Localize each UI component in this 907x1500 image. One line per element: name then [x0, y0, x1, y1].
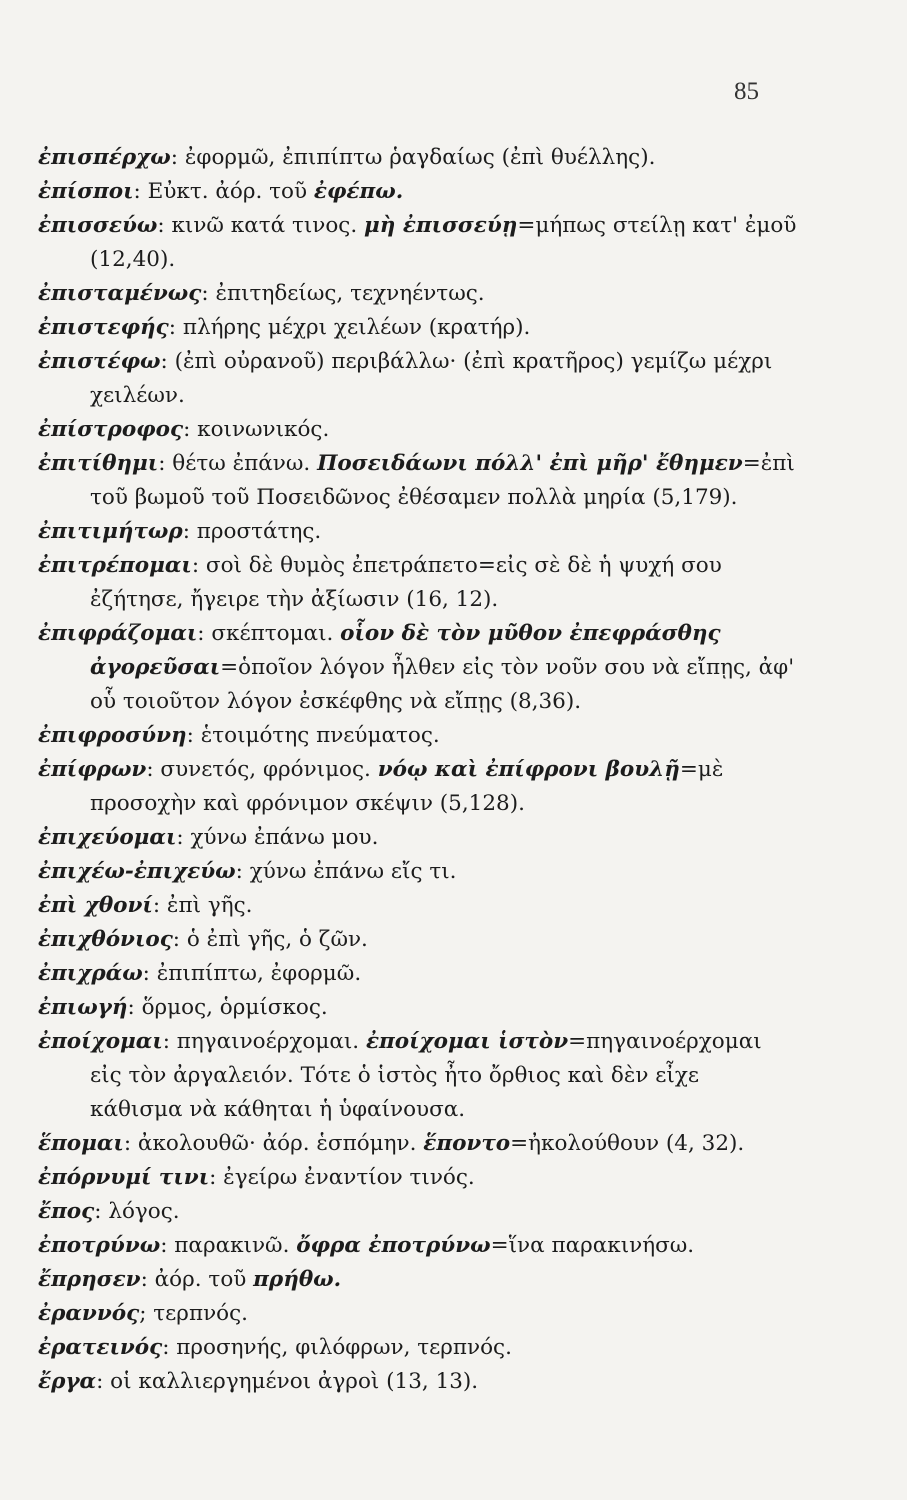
entry-definition: : ἐπιπίπτω, ἐφορμῶ. — [142, 961, 362, 986]
dictionary-entry — [38, 957, 798, 991]
entry-headword: ἐπιφροσύνη — [38, 723, 187, 748]
entry-headword: ἐπισσεύω — [38, 213, 158, 238]
dictionary-entry — [38, 209, 798, 277]
page-number: 85 — [734, 78, 759, 105]
entry-headword: ἐπιστέφω — [38, 349, 161, 374]
dictionary-entry — [38, 1161, 798, 1195]
entry-quotation: Ποσειδάωνι πόλλ' ἐπὶ μῆρ' ἔθημεν — [317, 451, 743, 476]
entry-definition: : προσηνής, φιλόφρων, τερπνός. — [162, 1335, 512, 1360]
entry-definition: : συνετός, φρόνιμος. — [146, 757, 378, 782]
entry-definition: : ἐπιτηδείως, τεχνηέντως. — [201, 281, 485, 306]
entry-definition: : ἐπὶ γῆς. — [152, 893, 253, 918]
entry-definition: : ὅρμος, ὁρμίσκος. — [127, 995, 328, 1020]
dictionary-entry — [38, 923, 798, 957]
entry-definition: : ὁ ἐπὶ γῆς, ὁ ζῶν. — [172, 927, 368, 952]
entry-headword: ἐπίσποι — [38, 179, 134, 204]
entry-definition: =ἐπὶ τοῦ βωμοῦ τοῦ Ποσειδῶνος ἐθέσαμεν πολλὰ μηρία (5,179). — [90, 451, 795, 510]
dictionary-entry — [38, 719, 798, 753]
entry-headword: ἐπιχέω-ἐπιχεύω — [38, 859, 236, 884]
entry-definition: : πηγαινοέρχομαι. — [162, 1029, 366, 1054]
entry-headword: ἐραννός — [38, 1301, 140, 1326]
dictionary-entry — [38, 753, 798, 821]
entry-headword: ἐπιτίθημι — [38, 451, 159, 476]
entry-definition: : χύνω ἐπάνω μου. — [176, 825, 379, 850]
entry-headword: ἔπρησεν — [38, 1267, 141, 1292]
entry-quotation: ἐφέπω. — [313, 179, 404, 204]
entry-headword: ἐπισπέρχω — [38, 145, 171, 170]
dictionary-entry — [38, 1025, 798, 1127]
entry-definition: : προστάτης. — [182, 519, 322, 544]
dictionary-entry — [38, 1229, 798, 1263]
entry-headword: ἐπόρνυμί τινι — [38, 1165, 210, 1190]
dictionary-entry — [38, 175, 798, 209]
entry-definition: =ὁποῖον λόγον ἦλθεν εἰς τὸν νοῦν σου νὰ εἴπῃς, ἀφ' οὗ τοιοῦτον λόγον ἐσκέφθης νὰ εἴπῃς (8,36). — [90, 655, 795, 714]
entry-definition: : ἑτοιμότης πνεύματος. — [186, 723, 440, 748]
entry-definition: : (ἐπὶ οὐρανοῦ) περιβάλλω· (ἐπὶ κρατῆρος) γεμίζω μέχρι χειλέων. — [90, 349, 773, 408]
entry-headword: ἐπιφράζομαι — [38, 621, 198, 646]
dictionary-entry — [38, 549, 798, 617]
entry-definition: =πηγαινοέρχομαι εἰς τὸν ἀργαλειόν. Τότε ὁ ἱστὸς ἦτο ὄρθιος καὶ δὲν εἶχε κάθισμα νὰ κάθηται ἡ ὑφαίνουσα. — [90, 1029, 762, 1122]
dictionary-entry — [38, 1365, 798, 1399]
dictionary-entry — [38, 1195, 798, 1229]
entry-headword: ἕπομαι — [38, 1131, 124, 1156]
dictionary-entry — [38, 855, 798, 889]
dictionary-entry — [38, 889, 798, 923]
entry-headword: ἐπισταμένως — [38, 281, 202, 306]
dictionary-entry — [38, 141, 798, 175]
entry-quotation: νόῳ καὶ ἐπίφρονι βουλῇ — [377, 757, 680, 782]
entry-definition: : ἐγείρω ἐναντίον τινός. — [209, 1165, 475, 1190]
entry-definition: ; τερπνός. — [139, 1301, 248, 1326]
entry-definition: : κοινωνικός. — [183, 417, 330, 442]
entry-headword: ἐπιστεφής — [38, 315, 169, 340]
entry-headword: ἐποίχομαι — [38, 1029, 163, 1054]
entry-headword: ἔπος — [38, 1199, 95, 1224]
dictionary-entry — [38, 1331, 798, 1365]
entry-definition: =ἵνα παρακινήσω. — [490, 1233, 695, 1258]
entry-definition: : ἀόρ. τοῦ — [140, 1267, 254, 1292]
entry-definition: : οἱ καλλιεργημένοι ἀγροὶ (13, 13). — [96, 1369, 479, 1394]
entry-headword: ἐπιχθόνιος — [38, 927, 173, 952]
entry-definition: : παρακινῶ. — [160, 1233, 297, 1258]
entry-quotation: μὴ ἐπισσεύῃ — [364, 213, 518, 238]
entry-definition: : λόγος. — [94, 1199, 180, 1224]
dictionary-entry — [38, 345, 798, 413]
entry-quotation: οἷον δὲ τὸν μῦθον ἐπεφράσθης ἀγορεῦσαι — [90, 621, 721, 680]
dictionary-entry — [38, 277, 798, 311]
dictionary-entry — [38, 617, 798, 719]
entry-headword: ἐπίστροφος — [38, 417, 184, 442]
entry-quotation: ἕποντο — [423, 1131, 511, 1156]
entry-definition: : ἀκολουθῶ· ἀόρ. ἑσπόμην. — [123, 1131, 424, 1156]
entry-definition: =ἠκολούθουν (4, 32). — [510, 1131, 745, 1156]
dictionary-entry — [38, 821, 798, 855]
entry-headword: ἐπιτρέπομαι — [38, 553, 192, 578]
entry-headword: ἐπιχράω — [38, 961, 143, 986]
dictionary-entry — [38, 1297, 798, 1331]
entry-headword: ἐπιωγή — [38, 995, 128, 1020]
entry-definition: : σκέπτομαι. — [197, 621, 341, 646]
entry-quotation: ἐποίχομαι ἱστὸν — [365, 1029, 569, 1054]
entry-quotation: πρήθω. — [253, 1267, 342, 1292]
dictionary-entry — [38, 311, 798, 345]
entry-quotation: ὄφρα ἐποτρύνω — [296, 1233, 491, 1258]
entry-definition: : κινῶ κατά τινος. — [157, 213, 365, 238]
entry-headword: ἐρατεινός — [38, 1335, 163, 1360]
entry-definition: : σοὶ δὲ θυμὸς ἐπετράπετο=εἰς σὲ δὲ ἡ ψυχή σου ἐζήτησε, ἤγειρε τὴν ἀξίωσιν (16, 12). — [90, 553, 722, 612]
entry-definition: =μὲ προσοχὴν καὶ φρόνιμον σκέψιν (5,128). — [90, 757, 724, 816]
dictionary-entry — [38, 515, 798, 549]
dictionary-entry — [38, 1127, 798, 1161]
dictionary-entry — [38, 991, 798, 1025]
entry-definition: : χύνω ἐπάνω εἴς τι. — [235, 859, 457, 884]
entry-definition: : Εὐκτ. ἀόρ. τοῦ — [133, 179, 314, 204]
entry-list — [38, 141, 798, 1399]
dictionary-entry — [38, 1263, 798, 1297]
entry-headword: ἐπιτιμήτωρ — [38, 519, 183, 544]
entry-headword: ἐπίφρων — [38, 757, 147, 782]
dictionary-entry — [38, 447, 798, 515]
entry-definition: =μήπως στείλῃ κατ' ἐμοῦ (12,40). — [90, 213, 797, 272]
entry-headword: ἐπιχεύομαι — [38, 825, 177, 850]
entry-definition: : πλήρης μέχρι χειλέων (κρατήρ). — [168, 315, 531, 340]
dictionary-entry — [38, 413, 798, 447]
entry-definition: : ἐφορμῶ, ἐπιπίπτω ῥαγδαίως (ἐπὶ θυέλλης). — [170, 145, 656, 170]
entry-headword: ἐποτρύνω — [38, 1233, 161, 1258]
entry-headword: ἐπὶ χθονί — [38, 893, 153, 918]
entry-definition: : θέτω ἐπάνω. — [158, 451, 318, 476]
entry-headword: ἔργα — [38, 1369, 97, 1394]
